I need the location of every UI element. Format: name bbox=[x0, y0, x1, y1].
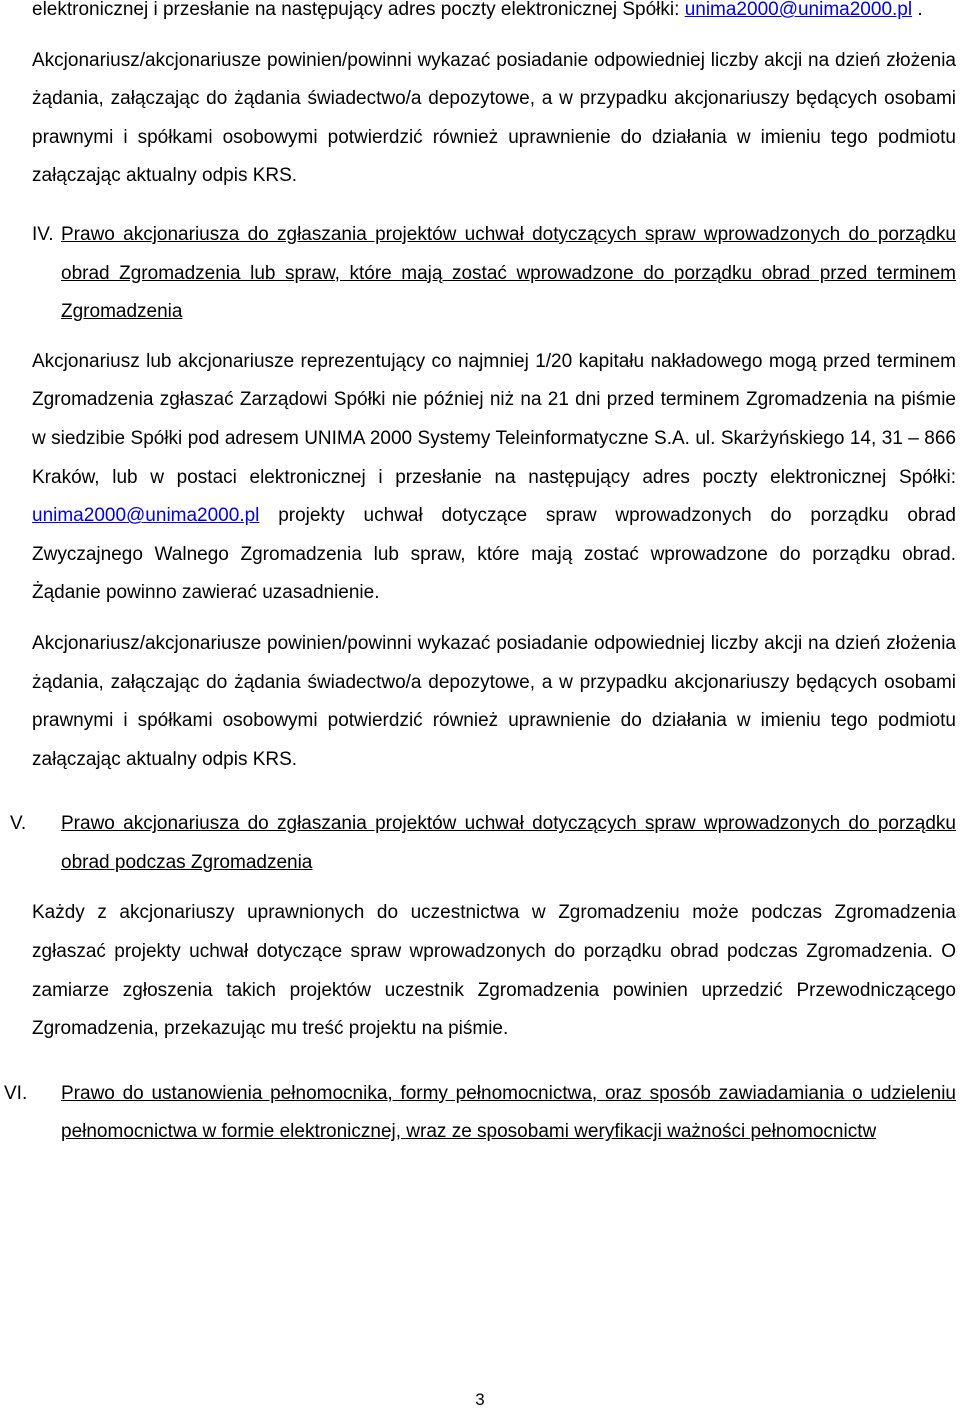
requirements-paragraph: Akcjonariusz/akcjonariusze powinien/powinni wykazać posiadanie odpowiedniej liczby akcji na dzień złożenia żądania, załączając do żądania świadectwo/a depozytowe, a w przypadku akcjonariuszy będących osobami prawnymi i spółkami osobowymi potwierdzić również uprawnienie do działania w imieniu tego podmiotu załączając aktualny odpis KRS. bbox=[32, 49, 956, 187]
email-link[interactable]: unima2000@unima2000.pl bbox=[32, 505, 260, 527]
page-number: 3 bbox=[475, 1390, 485, 1409]
section-number: VI. bbox=[4, 1082, 28, 1104]
section-title: Prawo akcjonariusza do zgłaszania projektów uchwał dotyczących spraw wprowadzonych do porządku obrad Zgromadzenia lub spraw, które mają zostać wprowadzone do porządku obrad przed terminem Zgromadzenia bbox=[61, 223, 956, 323]
section-number: V. bbox=[10, 813, 27, 835]
document-page bbox=[4, 0, 956, 1152]
section-title: Prawo akcjonariusza do zgłaszania projektów uchwał dotyczących spraw wprowadzonych do porządku obrad podczas Zgromadzenia bbox=[61, 813, 956, 873]
section-v-body: Każdy z akcjonariuszy uprawnionych do uczestnictwa w Zgromadzeniu może podczas Zgromadzenia zgłaszać projekty uchwał dotyczące spraw wprowadzonych do porządku obrad podczas Zgromadzenia. O zamiarze zgłoszenia takich projektów uczestnik Zgromadzenia powinien uprzedzić Przewodniczącego Zgromadzenia, przekazując mu treść projektu na piśmie. bbox=[32, 902, 956, 1040]
section-iv-requirements: Akcjonariusz/akcjonariusze powinien/powinni wykazać posiadanie odpowiedniej liczby akcji na dzień złożenia żądania, załączając do żądania świadectwo/a depozytowe, a w przypadku akcjonariuszy będących osobami prawnymi i spółkami osobowymi potwierdzić również uprawnienie do działania w imieniu tego podmiotu załączając aktualny odpis KRS. bbox=[32, 632, 956, 770]
section-title: Prawo do ustanowienia pełnomocnika, formy pełnomocnictwa, oraz sposób zawiadamiania o udzieleniu pełnomocnictwa w formie elektronicznej, wraz ze sposobami weryfikacji ważności pełnomocnictw bbox=[61, 1082, 956, 1143]
section-v-heading bbox=[10, 805, 956, 882]
section-vi-heading bbox=[4, 1075, 956, 1152]
section-iv-body-text: Akcjonariusz lub akcjonariusze reprezentujący co najmniej 1/20 kapitału nakładowego mogą przed terminem Zgromadzenia zgłaszać Zarządowi Spółki nie później niż na 21 dni przed terminem Zgromadzenia na piśmie w siedzibie Spółki pod adresem UNIMA 2000 Systemy Teleinformatyczne S.A. ul. Skarżyńskiego 14, 31 – 866 Kraków, lub w postaci elektronicznej i przesłanie na następujący adres poczty elektronicznej Spółki: bbox=[32, 350, 956, 488]
continuation-text: elektronicznej i przesłanie na następujący adres poczty elektronicznej Spółki: bbox=[32, 0, 680, 20]
continuation-tail: . bbox=[912, 0, 923, 20]
section-iv-body-tail: projekty uchwał dotyczące spraw wprowadzonych do porządku obrad Zwyczajnego Walnego Zgromadzenia lub spraw, które mają zostać wprowadzone do porządku obrad. Żądanie powinno zawierać uzasadnienie. bbox=[32, 505, 956, 604]
section-iv-body bbox=[32, 343, 956, 613]
email-link[interactable]: unima2000@unima2000.pl bbox=[684, 0, 913, 20]
section-number: IV. bbox=[32, 223, 54, 245]
continuation-paragraph bbox=[32, 0, 956, 30]
section-iv-heading bbox=[32, 216, 956, 332]
